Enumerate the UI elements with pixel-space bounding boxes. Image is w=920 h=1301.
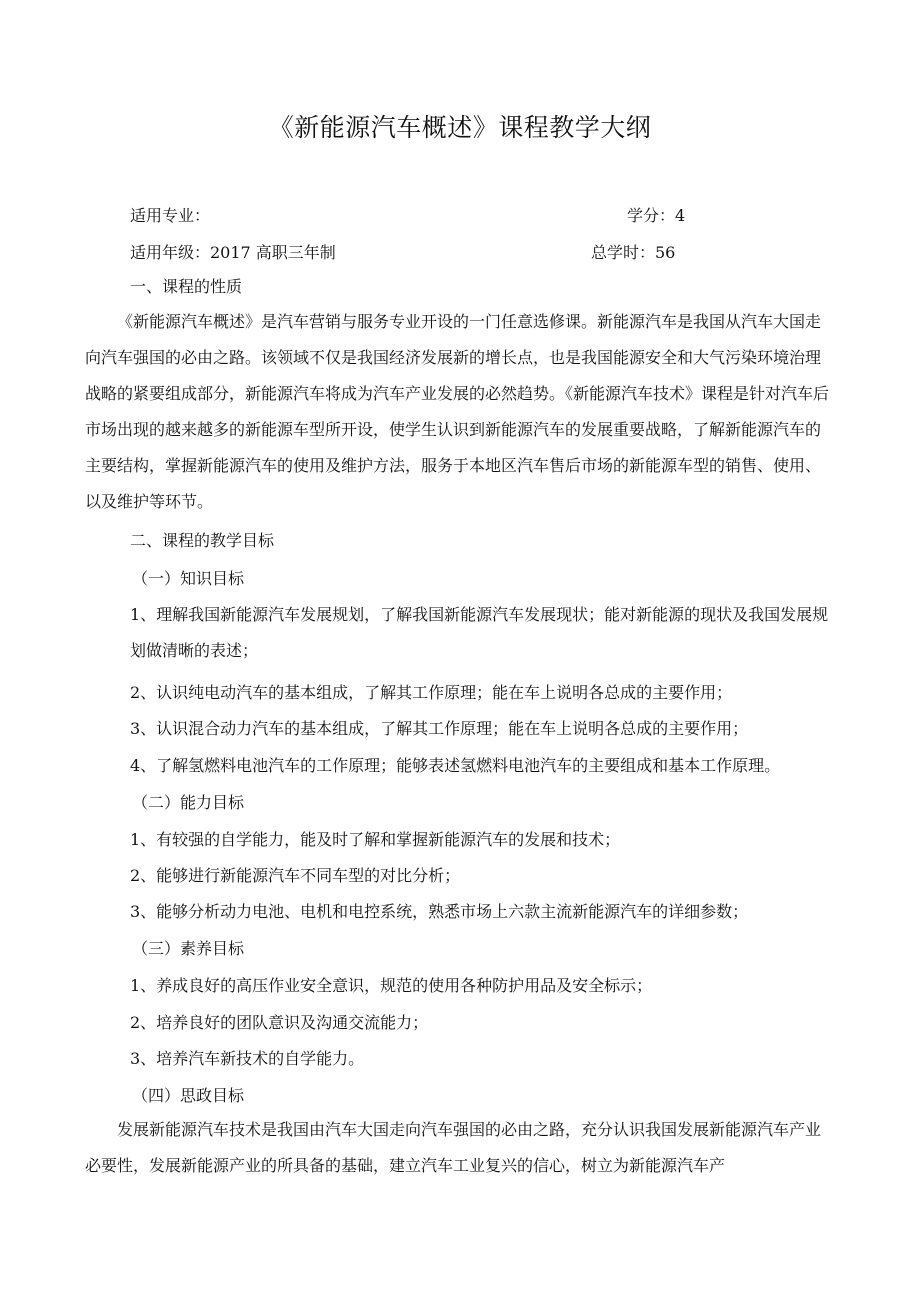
knowledge-item-3: 3、认识混合动力汽车的基本组成，了解其工作原理；能在车上说明各总成的主要作用； — [130, 719, 749, 738]
credit-label: 学分：4 — [627, 206, 686, 225]
knowledge-item-4: 4、了解氢燃料电池汽车的工作原理；能够表述氢燃料电池汽车的主要组成和基本工作原理。 — [130, 756, 781, 775]
hours-label: 总学时：56 — [591, 243, 676, 262]
meta-row-major — [130, 203, 690, 226]
subheading-ideology: （四）思政目标 — [132, 1086, 245, 1105]
ability-item-2: 2、能够进行新能源汽车不同车型的对比分析； — [130, 866, 461, 885]
subheading-knowledge: （一）知识目标 — [132, 569, 245, 588]
quality-item-2: 2、培养良好的团队意识及沟通交流能力； — [130, 1013, 429, 1032]
grade-label: 适用年级：2017 高职三年制 — [130, 243, 336, 262]
knowledge-item-2: 2、认识纯电动汽车的基本组成，了解其工作原理；能在车上说明各总成的主要作用； — [130, 683, 733, 702]
subheading-quality: （三）素养目标 — [132, 939, 245, 958]
major-label: 适用专业： — [130, 206, 211, 225]
ideology-paragraph: 发展新能源汽车技术是我国由汽车大国走向汽车强国的必由之路，充分认识我国发展新能源汽车产业必要性，发展新能源产业的所具备的基础，建立汽车工业复兴的信心，树立为新能源汽车产 — [85, 1120, 822, 1175]
document-title: 《新能源汽车概述》课程教学大纲 — [268, 113, 652, 142]
meta-row-grade — [130, 240, 690, 263]
nature-paragraph: 《新能源汽车概述》是汽车营销与服务专业开设的一门任意选修课。新能源汽车是我国从汽车大国走向汽车强国的必由之路。该领域不仅是我国经济发展新的增长点，也是我国能源安全和大气污染环境治理战略的紧要组成部分，新能源汽车将成为汽车产业发展的必然趋势。《新能源汽车技术》课程是针对汽车后市场出现的越来越多的新能源车型所开设，使学生认识到新能源汽车的发展重要战略，了解新能源汽车的主要结构，掌握新能源汽车的使用及维护方法，服务于本地区汽车售后市场的新能源车型的销售、使用、以及维护等环节。 — [85, 312, 830, 511]
quality-item-3: 3、培养汽车新技术的自学能力。 — [130, 1049, 365, 1068]
ability-item-1: 1、有较强的自学能力，能及时了解和掌握新能源汽车的发展和技术； — [130, 830, 621, 849]
knowledge-item-1: 1、理解我国新能源汽车发展规划，了解我国新能源汽车发展现状；能对新能源的现状及我国发展规划做清晰的表述； — [130, 605, 829, 660]
ability-item-3: 3、能够分析动力电池、电机和电控系统，熟悉市场上六款主流新能源汽车的详细参数； — [130, 902, 749, 921]
quality-item-1: 1、养成良好的高压作业安全意识，规范的使用各种防护用品及安全标示； — [130, 976, 653, 995]
section-heading-goals: 二、课程的教学目标 — [130, 531, 275, 550]
subheading-ability: （二）能力目标 — [132, 793, 245, 812]
section-heading-nature: 一、课程的性质 — [130, 277, 243, 296]
